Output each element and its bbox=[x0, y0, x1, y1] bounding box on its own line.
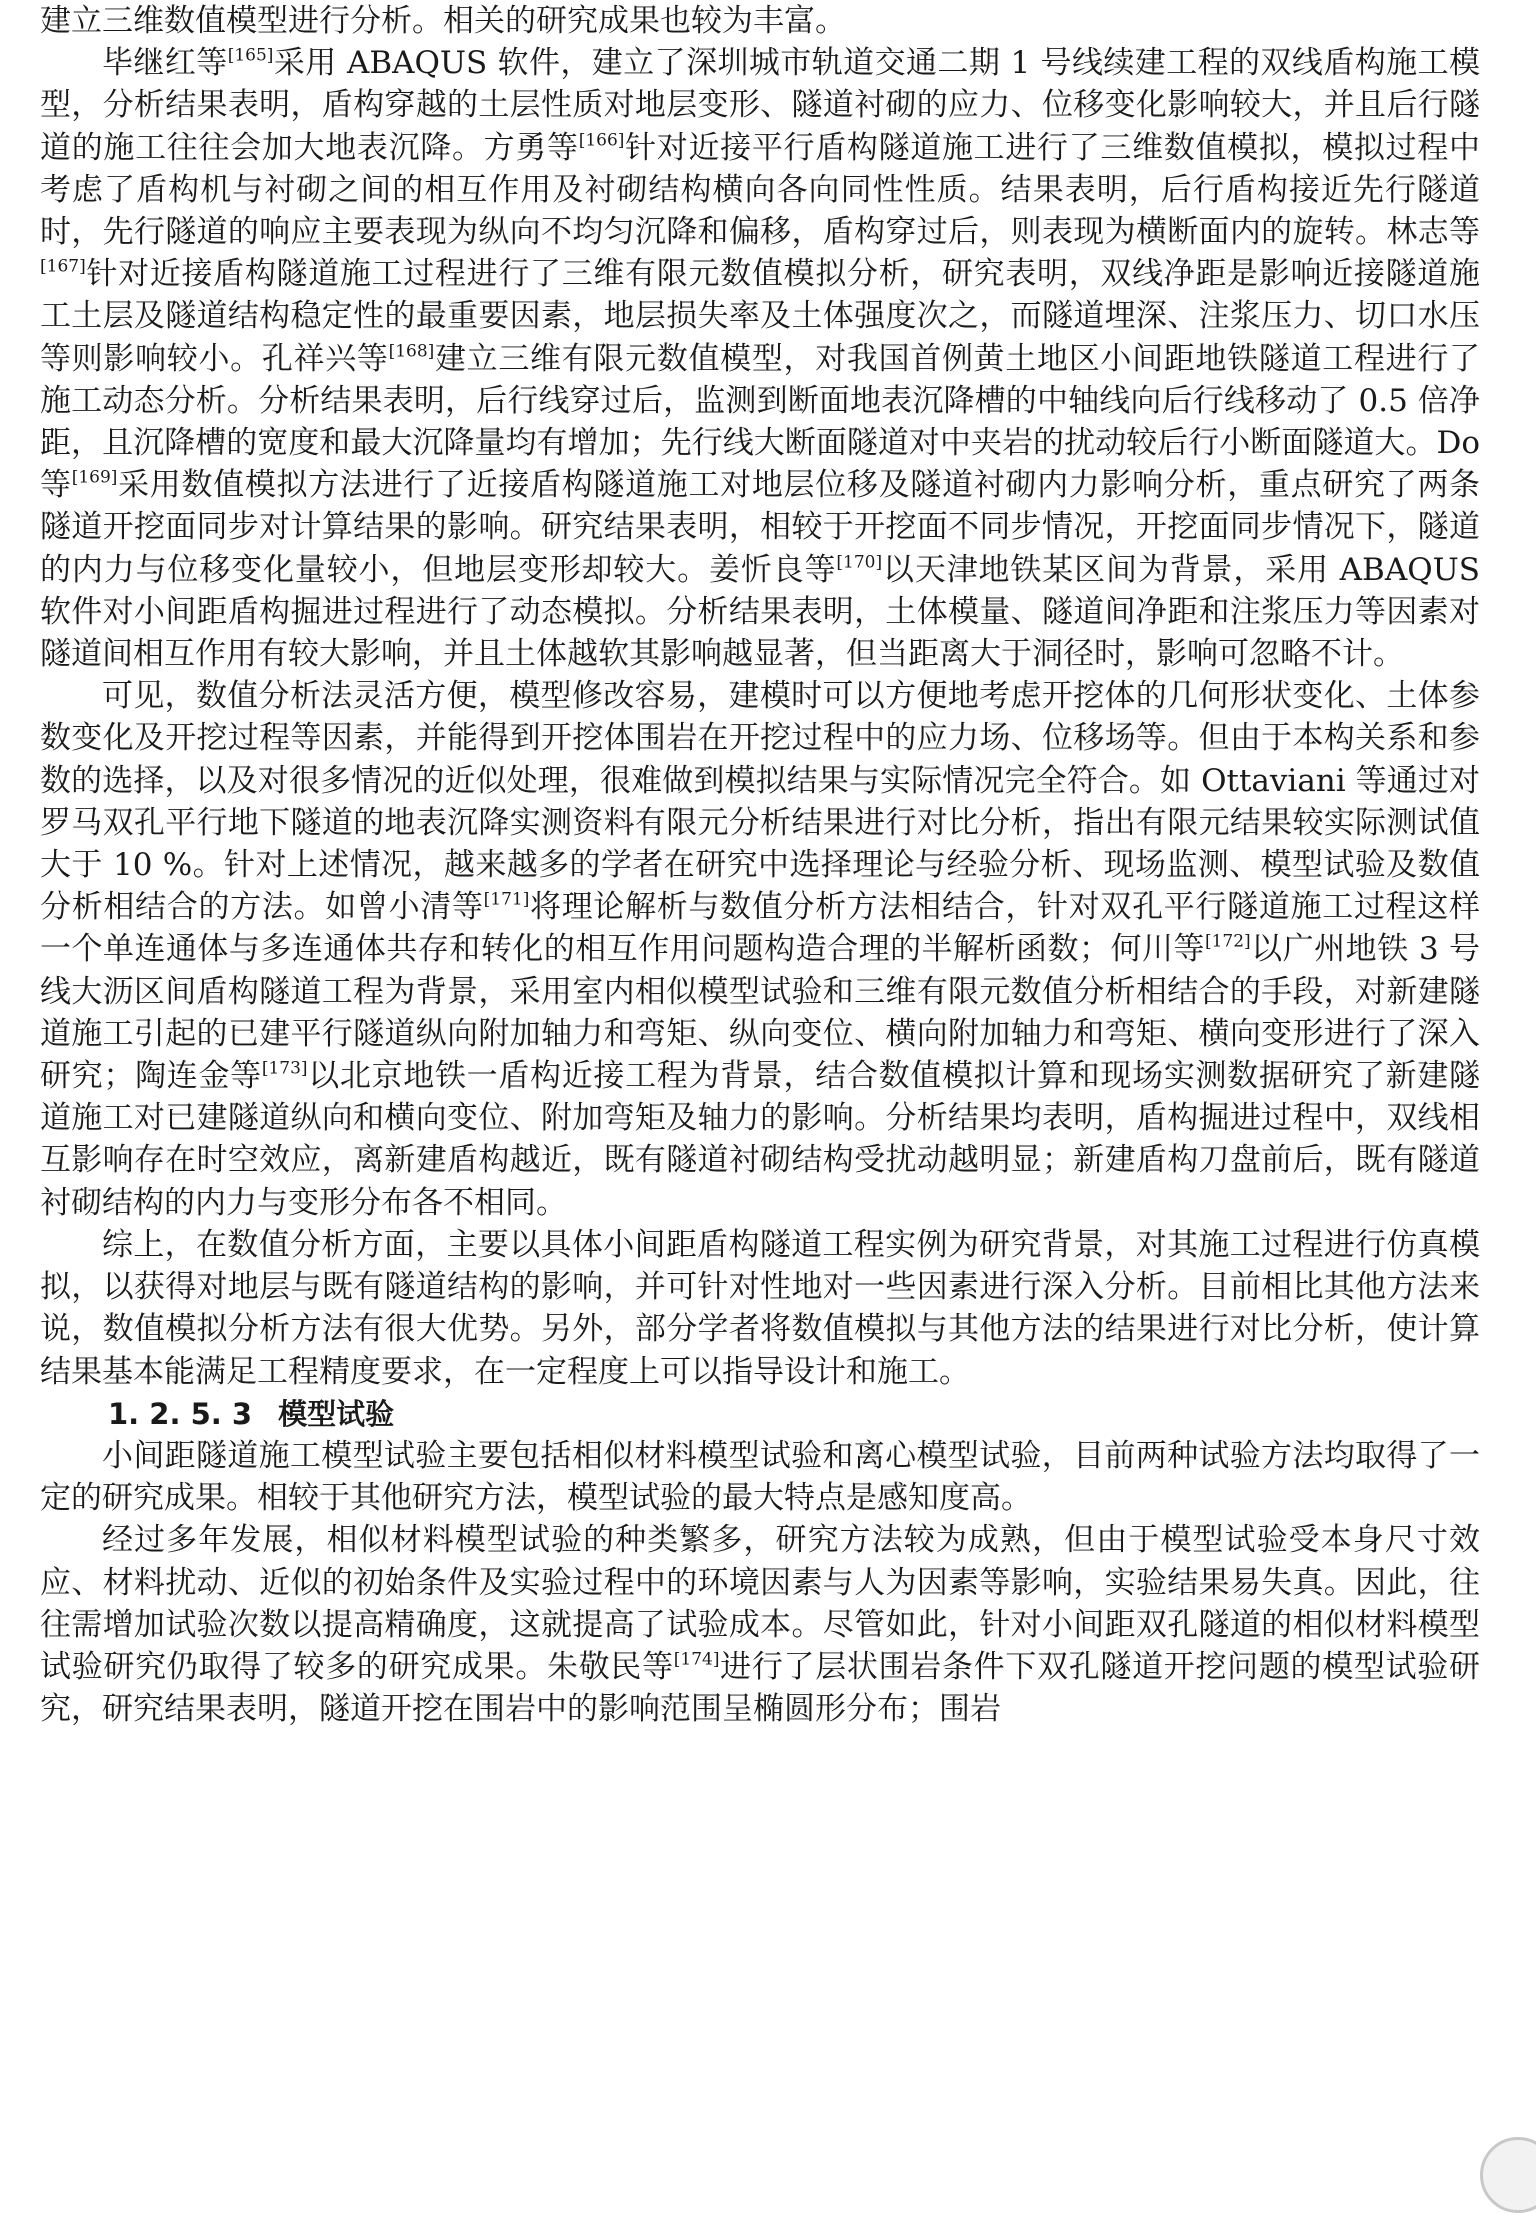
paragraph bbox=[40, 1435, 1480, 1519]
body-text-before-heading bbox=[40, 0, 1480, 1393]
paragraph bbox=[40, 675, 1480, 1224]
citation-ref: [171] bbox=[483, 889, 530, 910]
citation-ref: [169] bbox=[71, 467, 118, 488]
text-run: 采用数值模拟方法进行了近接盾构隧道施工对地层位移及隧道衬砌内力影响分析，重点研究了两条隧道开挖面同步对计算结果的影响。研究结果表明，相较于开挖面不同步情况，开挖面同步情况下，隧道的内力与位移变化量较小，但地层变形却较大。姜忻良等 bbox=[40, 467, 1481, 588]
text-run: 以广州地铁 3 号线大沥区间盾构隧道工程为背景，采用室内相似模型试验和三维有限元数值分析相结合的手段，对新建隧道施工引起的已建平行隧道纵向附加轴力和弯矩、纵向变位、横向附加轴力和弯矩、横向变形进行了深入研究；陶连金等 bbox=[40, 931, 1481, 1095]
paragraph bbox=[40, 0, 1480, 42]
document-page bbox=[40, 0, 1480, 1730]
section-title: 模型试验 bbox=[278, 1396, 395, 1431]
citation-ref: [168] bbox=[388, 340, 435, 361]
text-run: 建立三维数值模型进行分析。相关的研究成果也较为丰富。 bbox=[40, 3, 846, 39]
citation-ref: [165] bbox=[227, 45, 274, 66]
citation-ref: [172] bbox=[1204, 931, 1251, 952]
text-run: 进行了层状围岩条件下双孔隧道开挖问题的模型试验研究，研究结果表明，隧道开挖在围岩中的影响范围呈椭圆形分布；围岩 bbox=[40, 1648, 1480, 1728]
text-run: 毕继红等 bbox=[102, 45, 228, 82]
text-run: 建立三维有限元数值模型，对我国首例黄土地区小间距地铁隧道工程进行了施工动态分析。分析结果表明，后行线穿过后，监测到断面地表沉降槽的中轴线向后行线移动了 0.5 倍净距，且沉降槽的宽度和最大沉降量均有增加；先行线大断面隧道对中夹岩的扰动较后行小断面隧道大。Do 等 bbox=[40, 340, 1481, 504]
body-text-after-heading bbox=[40, 1435, 1480, 1730]
citation-ref: [166] bbox=[578, 129, 625, 150]
text-run: 可见，数值分析法灵活方便，模型修改容易，建模时可以方便地考虑开挖体的几何形状变化、土体参数变化及开挖过程等因素，并能得到开挖体围岩在开挖过程中的应力场、位移场等。但由于本构关系和参数的选择，以及对很多情况的近似处理，很难做到模拟结果与实际情况完全符合。如 Ottaviani 等通过对罗马双孔平行地下隧道的地表沉降实测资料有限元分析结果进行对比分析，指出有限元结果较实际测试值大于 10 %。针对上述情况，越来越多的学者在研究中选择理论与经验分析、现场监测、模型试验及数值分析相结合的方法。如曾小清等 bbox=[40, 678, 1480, 926]
citation-ref: [174] bbox=[673, 1649, 720, 1670]
text-run: 以天津地铁某区间为背景，采用 ABAQUS 软件对小间距盾构掘进过程进行了动态模拟。分析结果表明，土体模量、隧道间净距和注浆压力等因素对隧道间相互作用有较大影响，并且土体越软其影响越显著，但当距离大于洞径时，影响可忽略不计。 bbox=[40, 551, 1481, 673]
text-run: 针对近接盾构隧道施工过程进行了三维有限元数值模拟分析，研究表明，双线净距是影响近接隧道施工土层及隧道结构稳定性的最重要因素，地层损失率及土体强度次之，而隧道埋深、注浆压力、切口水压等则影响较小。孔祥兴等 bbox=[40, 256, 1480, 377]
text-run: 针对近接平行盾构隧道施工进行了三维数值模拟，模拟过程中考虑了盾构机与衬砌之间的相互作用及衬砌结构横向各向同性性质。结果表明，后行盾构接近先行隧道时，先行隧道的响应主要表现为纵向不均匀沉降和偏移，盾构穿过后，则表现为横断面内的旋转。林志等 bbox=[40, 129, 1481, 251]
paragraph bbox=[40, 42, 1480, 675]
paragraph bbox=[40, 1519, 1480, 1730]
text-run: 综上，在数值分析方面，主要以具体小间距盾构隧道工程实例为研究背景，对其施工过程进行仿真模拟，以获得对地层与既有隧道结构的影响，并可针对性地对一些因素进行深入分析。目前相比其他方法来说，数值模拟分析方法有很大优势。另外，部分学者将数值模拟与其他方法的结果进行对比分析，使计算结果基本能满足工程精度要求，在一定程度上可以指导设计和施工。 bbox=[40, 1226, 1480, 1390]
text-run: 小间距隧道施工模型试验主要包括相似材料模型试验和离心模型试验，目前两种试验方法均取得了一定的研究成果。相较于其他研究方法，模型试验的最大特点是感知度高。 bbox=[40, 1437, 1480, 1517]
citation-ref: [167] bbox=[40, 256, 86, 277]
section-heading bbox=[40, 1393, 1480, 1435]
section-number: 1. 2. 5. 3 bbox=[108, 1396, 253, 1431]
text-run: 采用 ABAQUS 软件，建立了深圳城市轨道交通二期 1 号线续建工程的双线盾构施工模型，分析结果表明，盾构穿越的土层性质对地层变形、隧道衬砌的应力、位移变化影响较大，并且后行隧道的施工往往会加大地表沉降。方勇等 bbox=[40, 45, 1481, 166]
text-run: 以北京地铁一盾构近接工程为背景，结合数值模拟计算和现场实测数据研究了新建隧道施工对已建隧道纵向和横向变位、附加弯矩及轴力的影响。分析结果均表明，盾构掘进过程中，双线相互影响存在时空效应，离新建盾构越近，既有隧道衬砌结构受扰动越明显；新建盾构刀盘前后，既有隧道衬砌结构的内力与变形分布各不相同。 bbox=[40, 1058, 1481, 1221]
citation-ref: [173] bbox=[261, 1058, 308, 1079]
text-run: 将理论解析与数值分析方法相结合，针对双孔平行隧道施工过程这样一个单连通体与多连通体共存和转化的相互作用问题构造合理的半解析函数；何川等 bbox=[40, 889, 1481, 968]
page-curl-icon bbox=[1480, 2137, 1536, 2213]
text-run: 经过多年发展，相似材料模型试验的种类繁多，研究方法较为成熟，但由于模型试验受本身尺寸效应、材料扰动、近似的初始条件及实验过程中的环境因素与人为因素等影响，实验结果易失真。因此，往往需增加试验次数以提高精确度，这就提高了试验成本。尽管如此，针对小间距双孔隧道的相似材料模型试验研究仍取得了较多的研究成果。朱敬民等 bbox=[40, 1522, 1480, 1685]
citation-ref: [170] bbox=[836, 551, 883, 572]
paragraph bbox=[40, 1224, 1480, 1393]
